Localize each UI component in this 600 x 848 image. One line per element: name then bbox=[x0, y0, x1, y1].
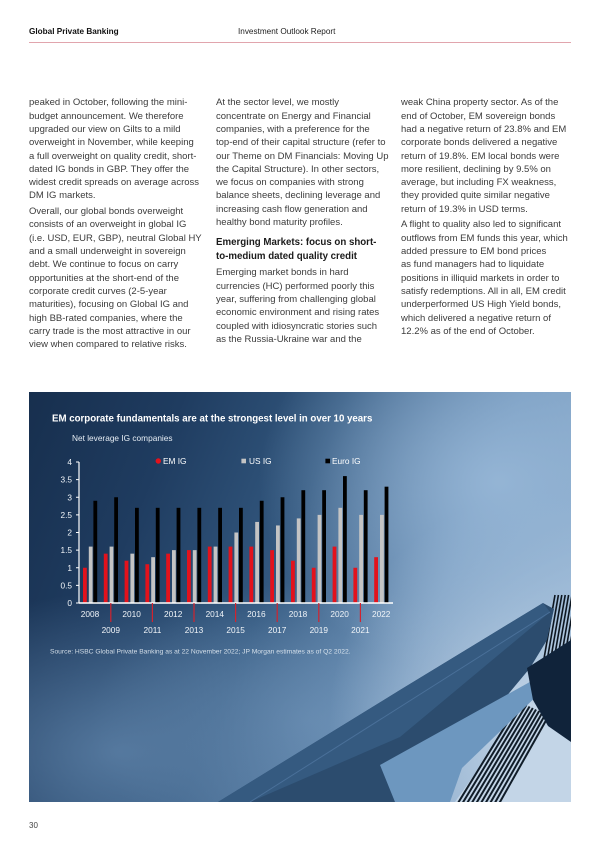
x-tick-label: 2008 bbox=[80, 609, 100, 619]
paragraph bbox=[216, 266, 400, 346]
bar bbox=[145, 564, 149, 603]
text-line: had a negative return of 23.8% and EM bbox=[401, 123, 567, 135]
x-tick-label: 2017 bbox=[267, 625, 287, 635]
text-line: currencies (HC) performed poorly this bbox=[216, 280, 375, 292]
bar bbox=[255, 522, 259, 603]
bar bbox=[166, 554, 170, 603]
text-line: (i.e. USD, EUR, GBP), neutral Global HY bbox=[29, 232, 202, 244]
paragraph bbox=[216, 96, 400, 229]
bar bbox=[297, 518, 301, 603]
text-line: Emerging Markets: focus on short- bbox=[216, 237, 377, 249]
text-line: view when compared to relative risks. bbox=[29, 339, 187, 351]
text-line: return of 19.8%. EM local bonds were bbox=[401, 150, 560, 162]
text-line: year, suffering from challenging global bbox=[216, 293, 376, 305]
text-line: Emerging market bonds in hard bbox=[216, 267, 349, 279]
chart-subtitle: Net leverage IG companies bbox=[72, 433, 173, 443]
text-line: carry trade is the most attractive in our bbox=[29, 325, 191, 337]
text-line: debt. We continue to focus on carry bbox=[29, 259, 179, 271]
legend-item bbox=[156, 456, 187, 466]
bar bbox=[343, 476, 347, 603]
text-line: high BB-rated companies, where the bbox=[29, 312, 183, 324]
x-tick-label: 2010 bbox=[122, 609, 141, 619]
bar bbox=[197, 508, 201, 603]
bar bbox=[301, 490, 305, 603]
text-line: 12.2% as of the end of October. bbox=[401, 325, 535, 337]
text-line: corporate bonds delivered a negative bbox=[401, 137, 558, 149]
bar bbox=[338, 508, 342, 603]
x-tick-label: 2013 bbox=[184, 625, 204, 635]
y-tick-label: 1 bbox=[67, 562, 72, 573]
text-line: as fund managers had to liquidate bbox=[401, 259, 545, 271]
text-line: peaked in October, following the mini- bbox=[29, 97, 188, 109]
text-line: healthy bond maturity profiles. bbox=[216, 217, 343, 229]
x-tick-label: 2019 bbox=[309, 625, 329, 635]
text-line: they provided quite similar negative bbox=[401, 190, 550, 202]
legend-square-icon bbox=[241, 459, 246, 464]
bar bbox=[281, 497, 285, 603]
series-euro-ig bbox=[93, 476, 388, 603]
text-line: A flight to quality also led to significant bbox=[401, 219, 562, 231]
text-line: which delivered a negative return of bbox=[401, 312, 551, 324]
bar bbox=[359, 515, 363, 603]
text-line: economic environment and rising rates bbox=[216, 307, 380, 319]
x-tick-label: 2009 bbox=[101, 625, 121, 635]
paragraph bbox=[29, 205, 213, 351]
bar bbox=[156, 508, 160, 603]
text-line: added pressure to EM bond prices bbox=[401, 246, 547, 258]
bar bbox=[374, 557, 378, 603]
bar bbox=[83, 568, 87, 603]
bar bbox=[234, 533, 238, 604]
page-number: 30 bbox=[29, 821, 38, 830]
x-tick-label: 2020 bbox=[330, 609, 349, 619]
bar bbox=[151, 557, 155, 603]
text-line: our Theme on DM Financials: Moving Up bbox=[216, 150, 389, 162]
bar bbox=[114, 497, 118, 603]
legend-dot-icon bbox=[156, 458, 161, 463]
bar bbox=[193, 550, 197, 603]
bar bbox=[249, 547, 253, 603]
paragraph bbox=[29, 96, 213, 202]
text-line: coupled with idiosyncratic stories such bbox=[216, 320, 378, 332]
text-line: budget announcement. We therefore bbox=[29, 110, 184, 122]
y-tick-label: 3 bbox=[67, 492, 72, 503]
bar bbox=[353, 568, 357, 603]
paragraph bbox=[401, 218, 585, 338]
y-tick-label: 3.5 bbox=[60, 474, 72, 485]
section-heading bbox=[216, 236, 400, 263]
bar bbox=[89, 547, 93, 603]
chart-source-note: Source: HSBC Global Private Banking as at 22 November 2022; JP Morgan estimates as of Q2 2022. bbox=[50, 648, 351, 656]
text-line: consists of an overweight in global IG bbox=[29, 219, 187, 231]
bar-chart bbox=[29, 392, 571, 802]
bar bbox=[218, 508, 222, 603]
bar bbox=[312, 568, 316, 603]
text-line: Overall, our global bonds overweight bbox=[29, 206, 184, 218]
figure-panel bbox=[29, 392, 571, 802]
legend-label: US IG bbox=[249, 456, 272, 466]
y-tick-label: 2.5 bbox=[60, 509, 72, 520]
text-line: widest credit spreads on average across bbox=[29, 177, 200, 189]
text-line: and a small underweight in sovereign bbox=[29, 246, 186, 258]
bar bbox=[364, 490, 368, 603]
paragraph bbox=[401, 96, 585, 216]
x-tick-label: 2021 bbox=[351, 625, 370, 635]
text-line: upgraded our view on Gilts to a mild bbox=[29, 123, 181, 135]
bar bbox=[125, 561, 129, 603]
x-tick-label: 2018 bbox=[288, 609, 308, 619]
header-divider bbox=[29, 42, 571, 44]
text-line: end of October, EM sovereign bonds bbox=[401, 110, 556, 122]
bar bbox=[172, 550, 176, 603]
bar bbox=[130, 554, 134, 603]
bar bbox=[333, 547, 337, 603]
text-line: the Capital Structure). In other sectors, bbox=[216, 163, 380, 175]
y-tick-label: 1.5 bbox=[60, 545, 72, 556]
text-line: return of 19.3% in USD terms. bbox=[401, 203, 528, 215]
text-line: concentrate on Energy and Financial bbox=[216, 110, 371, 122]
text-line: overweight in November, while keeping bbox=[29, 137, 194, 149]
text-line: At the sector level, we mostly bbox=[216, 97, 340, 109]
bar bbox=[239, 508, 243, 603]
bar bbox=[208, 547, 212, 603]
text-line: to-medium dated quality credit bbox=[216, 250, 358, 262]
y-tick-label: 0 bbox=[67, 598, 72, 608]
legend-label: Euro IG bbox=[332, 456, 361, 466]
bar bbox=[177, 508, 181, 603]
x-axis bbox=[79, 603, 393, 635]
chart-legend bbox=[156, 456, 361, 466]
text-line: top-end of their capital structure (refer to bbox=[216, 137, 386, 149]
bar bbox=[187, 550, 191, 603]
bar bbox=[270, 550, 274, 603]
text-line: balance sheets, declining leverage and bbox=[216, 190, 381, 202]
bar bbox=[104, 554, 108, 603]
x-tick-label: 2012 bbox=[163, 609, 183, 619]
bar bbox=[318, 515, 322, 603]
bar bbox=[291, 561, 295, 603]
bar bbox=[260, 501, 264, 603]
y-axis bbox=[60, 457, 79, 608]
bar bbox=[380, 515, 384, 603]
publisher-name: Global Private Banking bbox=[29, 27, 119, 36]
x-tick-label: 2011 bbox=[143, 625, 162, 635]
bar bbox=[93, 501, 97, 603]
y-tick-label: 4 bbox=[67, 457, 72, 467]
plot-area bbox=[83, 476, 388, 603]
text-line: companies, with a preference for the bbox=[216, 123, 370, 135]
bar bbox=[135, 508, 139, 603]
bar bbox=[110, 547, 114, 603]
text-line: maturities), focusing on Global IG and bbox=[29, 299, 189, 311]
text-line: DM IG markets. bbox=[29, 190, 96, 202]
text-line: positions in illiquid markets in order to bbox=[401, 272, 560, 284]
y-tick-label: 0.5 bbox=[60, 580, 72, 591]
text-line: outflows from EM funds this year, which bbox=[401, 232, 568, 244]
x-tick-label: 2015 bbox=[226, 625, 245, 635]
y-tick-label: 2 bbox=[67, 527, 72, 538]
legend-label: EM IG bbox=[163, 456, 187, 466]
bar bbox=[214, 547, 218, 603]
x-tick-label: 2016 bbox=[247, 609, 266, 619]
legend-square-icon bbox=[325, 459, 330, 464]
text-line: increasing cash flow generation and bbox=[216, 203, 368, 215]
series-us-ig bbox=[89, 508, 384, 603]
chart-title: EM corporate fundamentals are at the strongest level in over 10 years bbox=[52, 413, 373, 425]
text-line: weak China property sector. As of the bbox=[401, 97, 559, 109]
legend-item bbox=[241, 456, 271, 466]
bar bbox=[229, 547, 233, 603]
text-line: more resilient, declining by 9.5% on bbox=[401, 163, 551, 175]
bar bbox=[385, 487, 389, 603]
text-line: opportunities at the short-end of the bbox=[29, 272, 179, 284]
text-line: as the Russia-Ukraine war and the bbox=[216, 333, 362, 345]
x-tick-label: 2022 bbox=[371, 609, 391, 619]
text-line: we focus on companies with strong bbox=[216, 177, 364, 189]
text-line: satisfy redemptions. All in all, EM credit bbox=[401, 285, 566, 297]
x-tick-label: 2014 bbox=[205, 609, 225, 619]
text-line: average, but including FX weakness, bbox=[401, 177, 557, 189]
text-column-3 bbox=[401, 96, 585, 340]
bar bbox=[322, 490, 326, 603]
series-em-ig bbox=[83, 547, 378, 603]
text-column-1 bbox=[29, 96, 213, 353]
text-line: dated IG bonds in GBP. They offer the bbox=[29, 163, 190, 175]
report-title: Investment Outlook Report bbox=[238, 27, 336, 36]
legend-item bbox=[325, 456, 360, 466]
text-line: corporate credit curves (2-5-year bbox=[29, 285, 167, 297]
text-column-2 bbox=[216, 96, 400, 348]
text-line: underperformed US High Yield bonds, bbox=[401, 299, 562, 311]
bar bbox=[276, 525, 280, 603]
text-line: a full overweight on quality credit, short- bbox=[29, 150, 197, 162]
